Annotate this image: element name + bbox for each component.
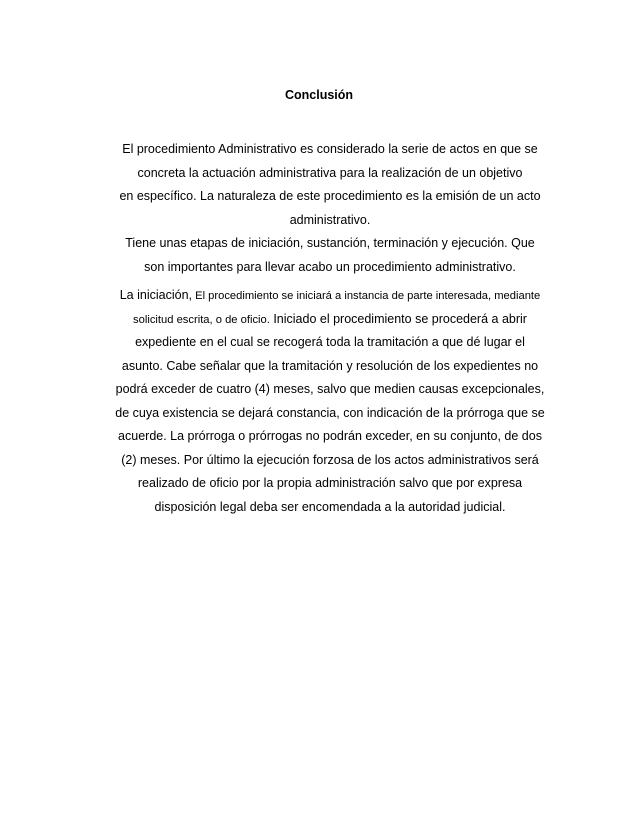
text-line: (2) meses. Por último la ejecución forzosa de los actos administrativos será bbox=[121, 452, 539, 467]
page-title: Conclusión bbox=[284, 88, 354, 102]
text-fragment: Iniciado el procedimiento se procederá a abrir bbox=[269, 311, 527, 326]
paragraph-stages bbox=[112, 232, 548, 279]
text-line: podrá exceder de cuatro (4) meses, salvo que medien causas excepcionales, bbox=[115, 382, 545, 396]
text-line bbox=[112, 308, 548, 332]
text-line: son importantes para llevar acabo un procedimiento administrativo. bbox=[144, 259, 516, 274]
text-line: de cuya existencia se dejará constancia, con indicación de la prórroga que se bbox=[115, 405, 545, 420]
text-fragment: La iniciación, bbox=[119, 288, 192, 302]
text-line: El procedimiento Administrativo es considerado la serie de actos en que se bbox=[122, 142, 538, 156]
text-fragment: El procedimiento se iniciará a instancia de parte interesada, mediante bbox=[192, 290, 541, 302]
text-line: en específico. La naturaleza de este procedimiento es la emisión de un acto bbox=[119, 189, 541, 203]
paragraph-definition bbox=[112, 138, 548, 232]
text-line bbox=[112, 284, 548, 308]
text-line: asunto. Cabe señalar que la tramitación y resolución de los expedientes no bbox=[121, 358, 539, 373]
text-line: concreta la actuación administrativa para la realización de un objetivo bbox=[137, 165, 523, 180]
text-line: administrativo. bbox=[289, 212, 371, 227]
text-line: acuerde. La prórroga o prórrogas no podrán exceder, en su conjunto, de dos bbox=[118, 429, 542, 443]
text-line: Tiene unas etapas de iniciación, sustanción, terminación y ejecución. Que bbox=[125, 236, 535, 250]
text-fragment: solicitud escrita, o de oficio. bbox=[133, 313, 270, 326]
paragraph-initiation bbox=[112, 284, 548, 519]
text-line: expediente en el cual se recogerá toda la tramitación a que dé lugar el bbox=[135, 335, 525, 349]
text-line: realizado de oficio por la propia administración salvo que por expresa bbox=[137, 476, 523, 490]
text-line: disposición legal deba ser encomendada a la autoridad judicial. bbox=[154, 499, 506, 514]
